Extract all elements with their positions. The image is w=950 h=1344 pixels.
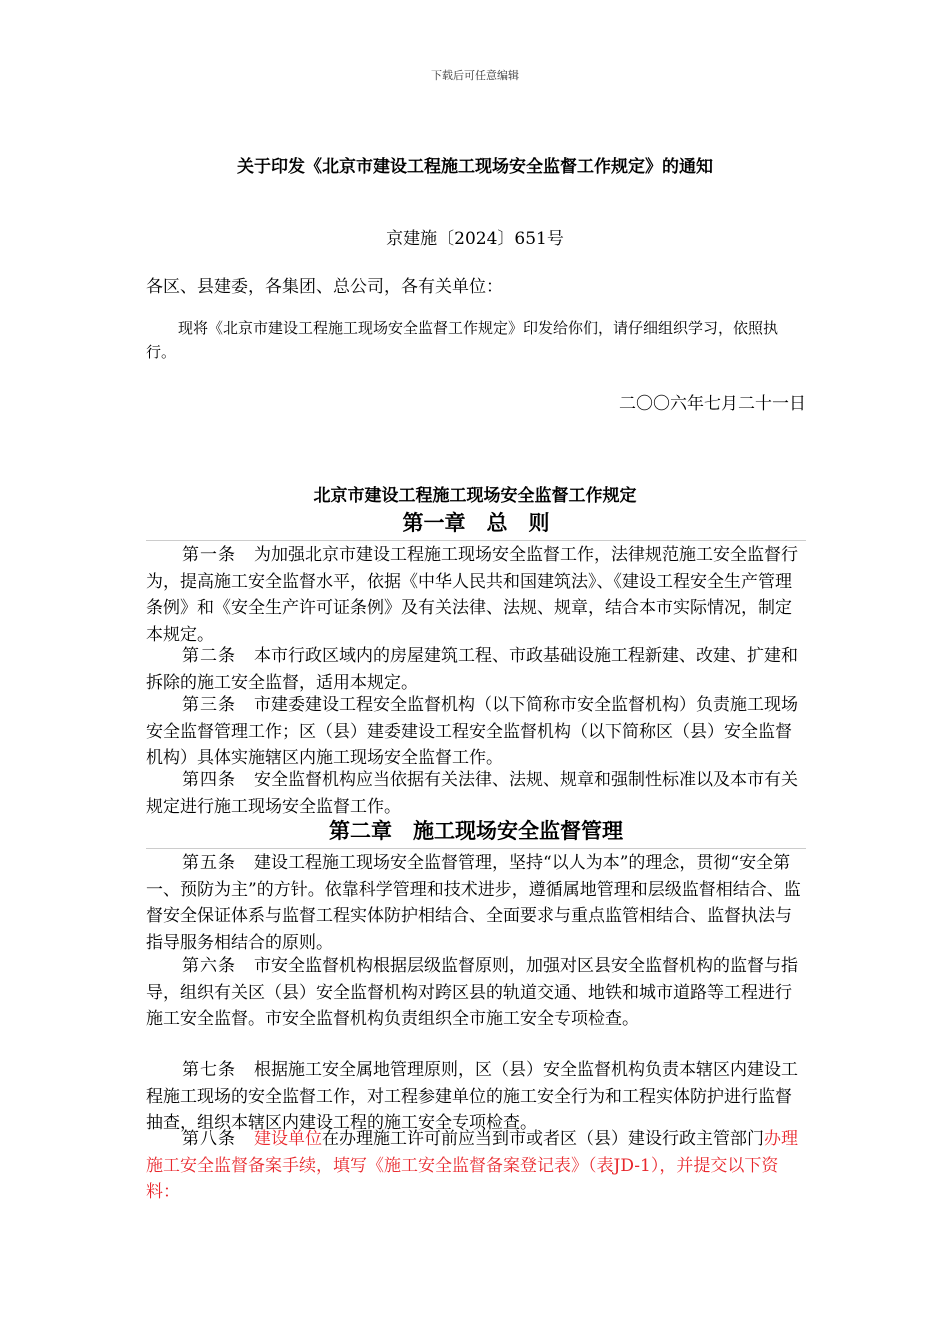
header-note: 下载后可任意编辑 <box>431 69 519 82</box>
highlighted-text: 建设单位 <box>254 1129 322 1149</box>
article-text: 建设工程施工现场安全监督管理，坚持“以人为本”的理念，贯彻“安全第一、预防为主”的方针。依靠科学管理和技术进步，遵循属地管理和层级监督相结合、监督安全保证体系与监督工程实体防护相结合、全面要求与重点监管相结合、监督执法与指导服务相结合的原则。 <box>146 853 801 953</box>
article-number: 第一条 <box>182 545 236 565</box>
notice-title: 关于印发《北京市建设工程施工现场安全监督工作规定》的通知 <box>237 157 713 177</box>
article-6 <box>146 953 806 1033</box>
chapter-2-heading: 第二章 施工现场安全监督管理 <box>146 815 806 849</box>
highlighted-text: 办理施工安全监督备案手续，填写《施工安全监督备案登记表》（表JD-1），并提交以下资料： <box>146 1129 798 1202</box>
article-2 <box>146 643 806 696</box>
article-text: 为加强北京市建设工程施工现场安全监督工作，法律规范施工安全监督行为，提高施工安全监督水平，依据《中华人民共和国建筑法》、《建设工程安全生产管理条例》和《安全生产许可证条例》及有关法律、法规、规章，结合本市实际情况，制定本规定。 <box>146 545 798 645</box>
article-text: 根据施工安全属地管理原则，区（县）安全监督机构负责本辖区内建设工程施工现场的安全监督工作，对工程参建单位的施工安全行为和工程实体防护进行监督抽查，组织本辖区内建设工程的施工安全专项检查。 <box>146 1060 798 1133</box>
recipients-line: 各区、县建委，各集团、总公司，各有关单位： <box>146 277 503 297</box>
article-text: 市建委建设工程安全监督机构（以下简称市安全监督机构）负责施工现场安全监督管理工作；区（县）建委建设工程安全监督机构（以下简称区（县）安全监督机构）具体实施辖区内施工现场安全监督工作。 <box>146 695 798 768</box>
article-text: 本市行政区域内的房屋建筑工程、市政基础设施工程新建、改建、扩建和拆除的施工安全监督，适用本规定。 <box>146 646 798 693</box>
article-4 <box>146 767 806 820</box>
article-number: 第六条 <box>182 956 236 976</box>
intro-paragraph: 现将《北京市建设工程施工现场安全监督工作规定》印发给你们，请仔细组织学习，依照执行。 <box>146 319 779 361</box>
article-1 <box>146 542 806 648</box>
article-number: 第四条 <box>182 770 236 790</box>
issue-date: 二〇〇六年七月二十一日 <box>619 394 806 414</box>
article-number: 第五条 <box>182 853 236 873</box>
article-number: 第二条 <box>182 646 236 666</box>
article-text: 安全监督机构应当依据有关法律、法规、规章和强制性标准以及本市有关规定进行施工现场安全监督工作。 <box>146 770 798 817</box>
article-8 <box>146 1126 806 1206</box>
article-text: 在办理施工许可前应当到市或者区（县）建设行政主管部门 <box>322 1129 764 1149</box>
chapter-1-heading: 第一章 总 则 <box>146 507 806 541</box>
article-7 <box>146 1057 806 1137</box>
article-number: 第七条 <box>182 1060 236 1080</box>
document-number: 京建施〔2024〕651号 <box>386 229 564 249</box>
regulation-title: 北京市建设工程施工现场安全监督工作规定 <box>313 486 637 506</box>
article-3 <box>146 692 806 772</box>
article-number: 第三条 <box>182 695 236 715</box>
article-number: 第八条 <box>182 1129 236 1149</box>
article-text: 市安全监督机构根据层级监督原则，加强对区县安全监督机构的监督与指导，组织有关区（县）安全监督机构对跨区县的轨道交通、地铁和城市道路等工程进行施工安全监督。市安全监督机构负责组织全市施工安全专项检查。 <box>146 956 798 1029</box>
article-5 <box>146 850 806 956</box>
